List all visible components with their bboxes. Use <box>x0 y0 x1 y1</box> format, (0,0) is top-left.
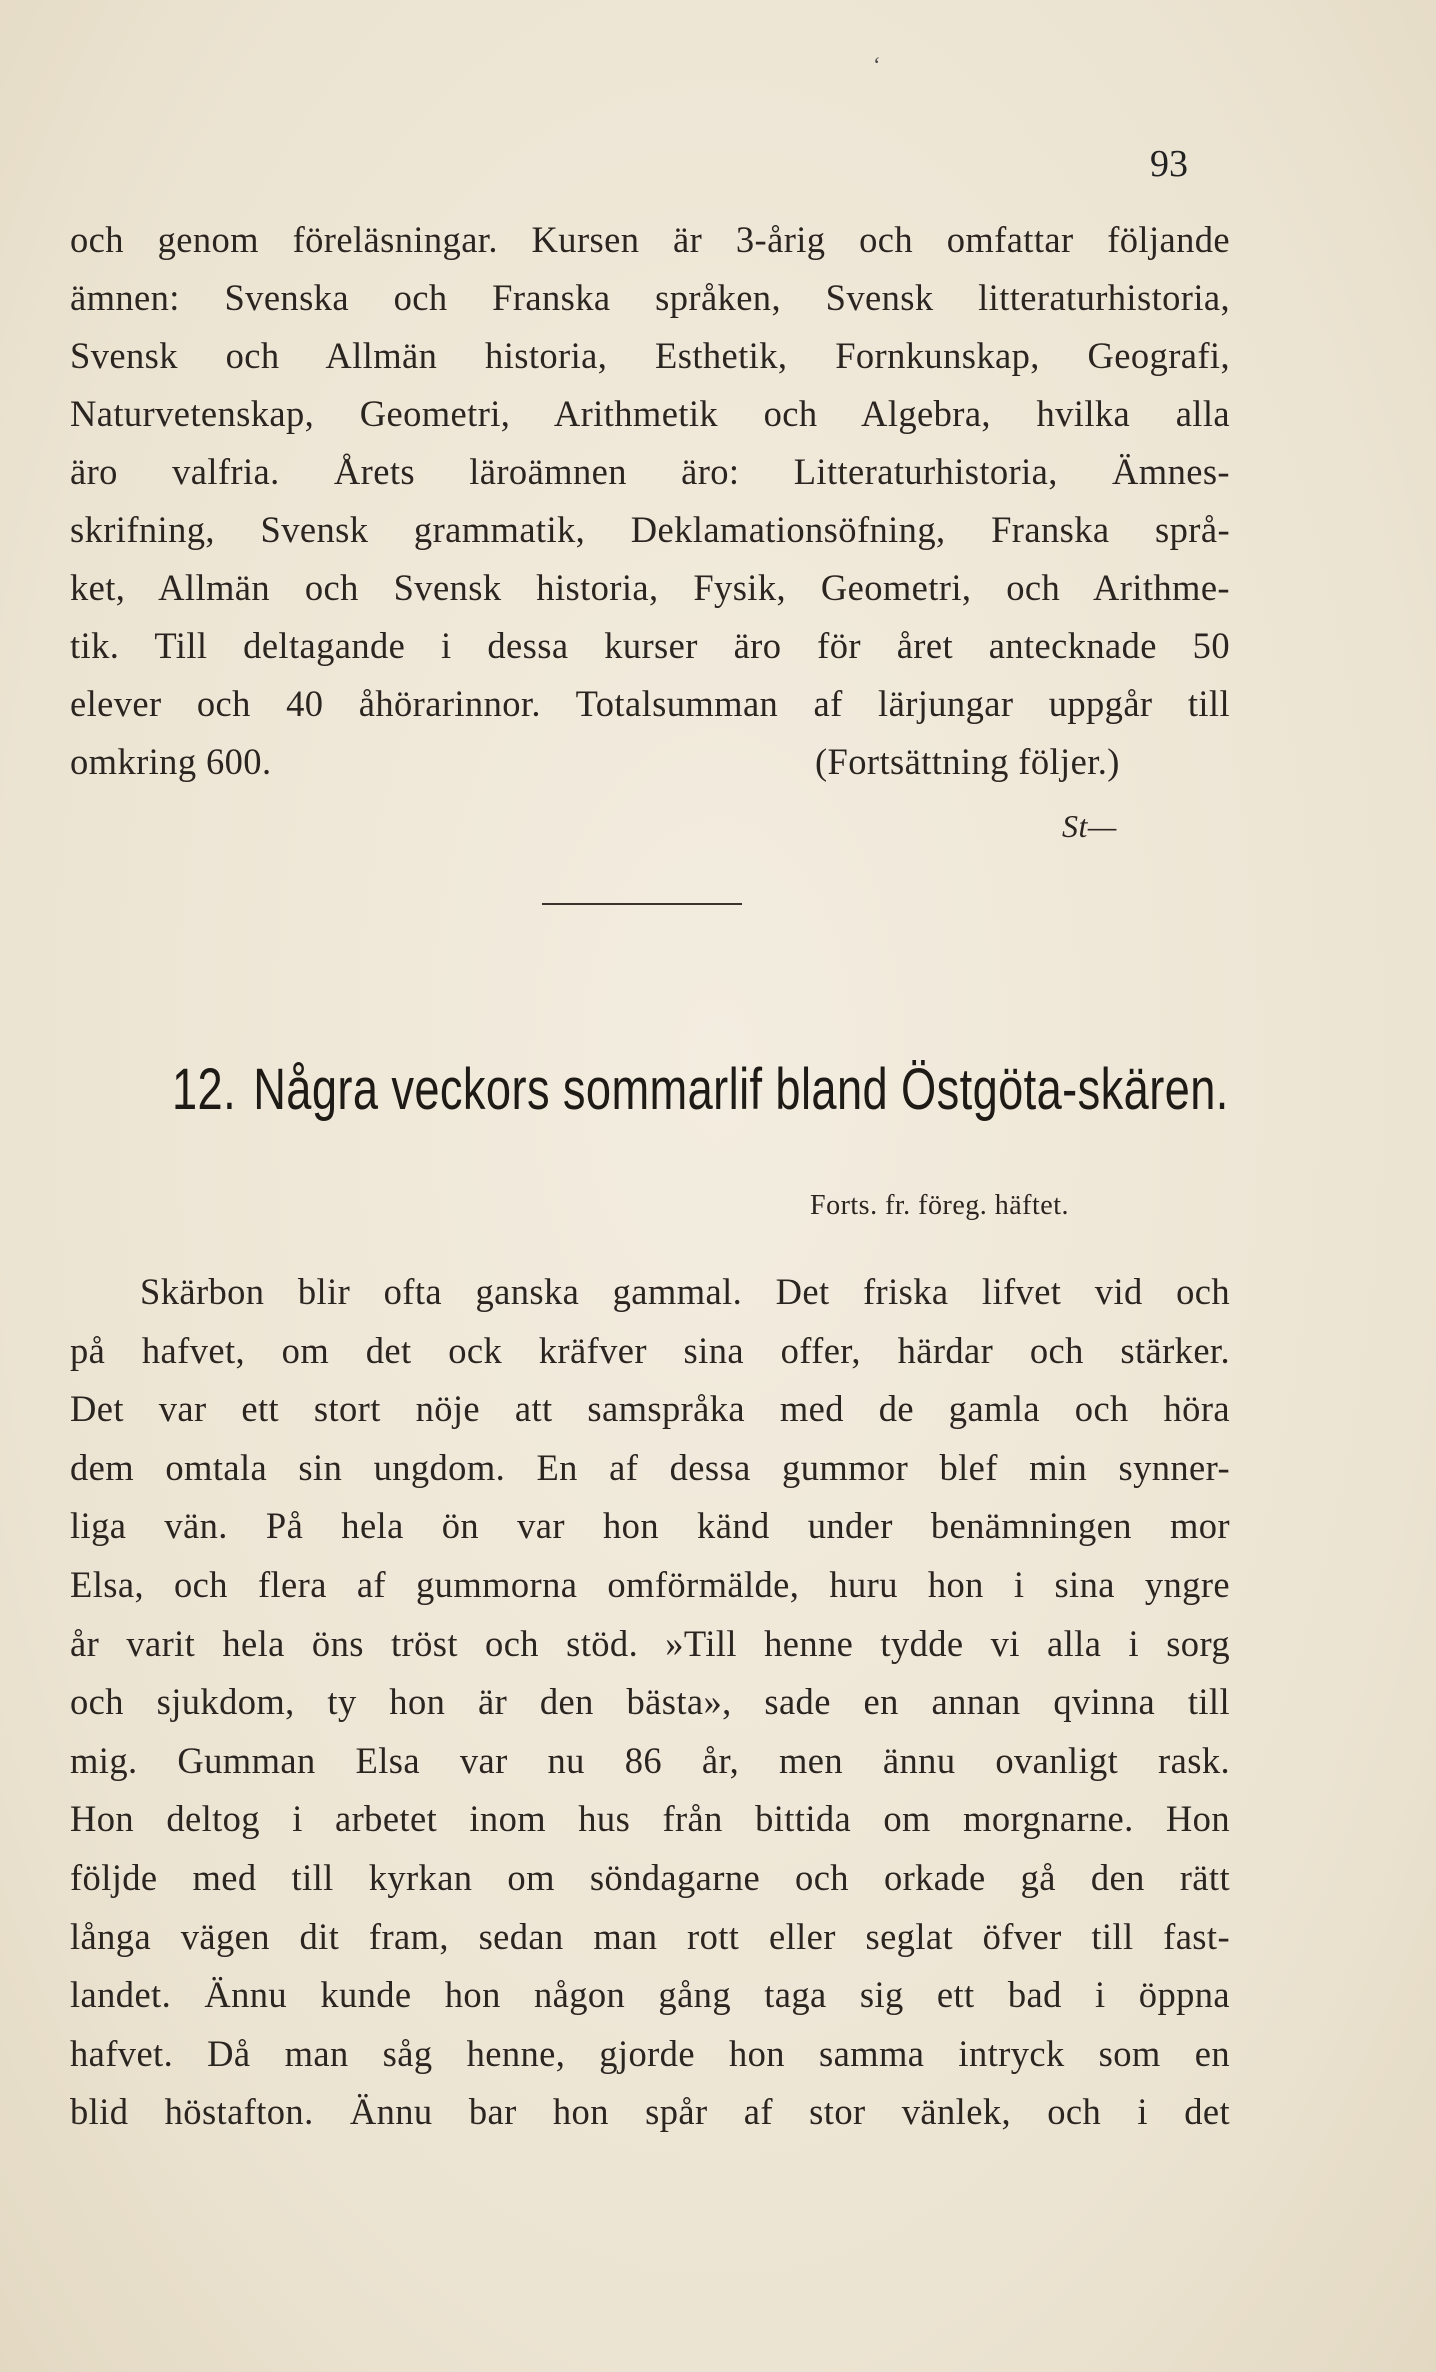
text-line: dem omtala sin ungdom. En af dessa gummor blef min synner- <box>70 1446 1230 1488</box>
text-line: mig. Gumman Elsa var nu 86 år, men ännu ovanligt rask. <box>70 1739 1230 1781</box>
section-divider <box>542 903 742 905</box>
text-line: Svensk och Allmän historia, Esthetik, Fornkunskap, Geografi, <box>70 335 1230 376</box>
text-line: långa vägen dit fram, sedan man rott eller seglat öfver till fast- <box>70 1915 1230 1957</box>
text-line: blid höstafton. Ännu bar hon spår af stor vänlek, och i det <box>70 2091 1230 2133</box>
text-line: landet. Ännu kunde hon någon gång taga sig ett bad i öppna <box>70 1974 1230 2016</box>
section-number: 12. <box>172 1057 237 1122</box>
text-line: hafvet. Då man såg henne, gjorde hon samma intryck som en <box>70 2032 1230 2074</box>
text-line: och sjukdom, ty hon är den bästa», sade en annan qvinna till <box>70 1681 1230 1723</box>
text-line: skrifning, Svensk grammatik, Deklamationsöfning, Franska språ- <box>70 509 1230 550</box>
text-line: Naturvetenskap, Geometri, Arithmetik och Algebra, hvilka alla <box>70 393 1230 434</box>
text-line: ämnen: Svenska och Franska språken, Svensk litteraturhistoria, <box>70 277 1230 318</box>
section-title: Några veckors sommarlif bland Östgöta-skären. <box>253 1057 1229 1122</box>
text-line: elever och 40 åhörarinnor. Totalsumman af lärjungar uppgår till <box>70 683 1230 724</box>
text-line: tik. Till deltagande i dessa kurser äro för året antecknade 50 <box>70 625 1230 666</box>
text-line: Skärbon blir ofta ganska gammal. Det friska lifvet vid och <box>140 1271 1230 1312</box>
text-line-final <box>70 736 1230 788</box>
text-line: ket, Allmän och Svensk historia, Fysik, Geometri, och Arithme- <box>70 567 1230 608</box>
text-line: Det var ett stort nöje att samspråka med de gamla och höra <box>70 1388 1230 1430</box>
text-line: följde med till kyrkan om söndagarne och orkade gå den rätt <box>70 1857 1230 1898</box>
text-line: på hafvet, om det ock kräfver sina offer, härdar och stärker. <box>70 1329 1230 1371</box>
author-signature: St— <box>1062 808 1117 844</box>
text-line: liga vän. På hela ön var hon känd under benämningen mor <box>70 1505 1230 1547</box>
page-number: 93 <box>1150 143 1188 185</box>
ink-mark: ‘ <box>872 52 880 77</box>
closing-phrase: omkring 600. <box>70 741 272 782</box>
continued-from-note: Forts. fr. föreg. häftet. <box>810 1190 1069 1221</box>
text-line: Hon deltog i arbetet inom hus från bittida om morgnarne. Hon <box>70 1798 1230 1840</box>
continuation-note: (Fortsättning följer.) <box>815 741 1120 782</box>
text-line: år varit hela öns tröst och stöd. »Till henne tydde vi alla i sorg <box>70 1622 1230 1664</box>
text-line: äro valfria. Årets läroämnen äro: Litteraturhistoria, Ämnes- <box>70 451 1230 492</box>
text-line: Elsa, och flera af gummorna omförmälde, huru hon i sina yngre <box>70 1564 1230 1605</box>
section-heading <box>172 1050 1229 1130</box>
text-line: och genom föreläsningar. Kursen är 3-årig och omfattar följande <box>70 219 1230 260</box>
